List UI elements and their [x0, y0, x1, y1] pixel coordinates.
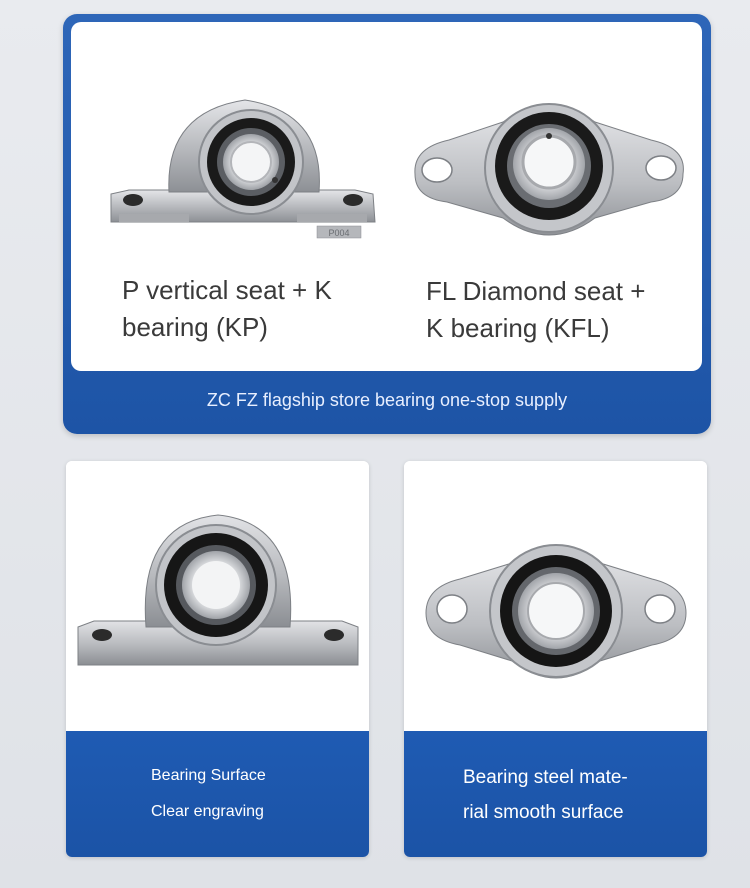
pillow-block-bearing-image: [105, 82, 381, 242]
bottom-left-line2: Clear engraving: [151, 803, 264, 820]
bottom-right-line1: Bearing steel mate-: [463, 767, 628, 788]
kp-caption: [122, 272, 372, 346]
kp-caption-line1: P vertical seat + K: [122, 275, 332, 305]
kfl-caption: [426, 273, 696, 347]
engraving-text: P004: [328, 228, 350, 238]
bottom-right-card: [404, 461, 707, 857]
pillow-block-bearing-closeup-image: [76, 509, 360, 679]
bottom-left-card: [66, 461, 369, 857]
bottom-left-line1: Bearing Surface: [151, 767, 266, 784]
bottom-right-photo: [404, 461, 707, 731]
kfl-caption-line1: FL Diamond seat +: [426, 276, 646, 306]
store-slogan: ZC FZ flagship store bearing one-stop supply: [206, 390, 568, 410]
top-product-panel: [71, 22, 702, 371]
kp-caption-line2: bearing (KP): [122, 312, 268, 342]
flange-bearing-closeup-image: [422, 529, 690, 699]
flange-bearing-image: [407, 86, 691, 246]
bottom-left-photo: [66, 461, 369, 731]
bottom-right-band: [404, 731, 707, 857]
bottom-right-line2: rial smooth surface: [463, 802, 624, 823]
top-product-card: [63, 14, 711, 434]
kfl-caption-line2: K bearing (KFL): [426, 313, 610, 343]
bottom-left-band: [66, 731, 369, 857]
